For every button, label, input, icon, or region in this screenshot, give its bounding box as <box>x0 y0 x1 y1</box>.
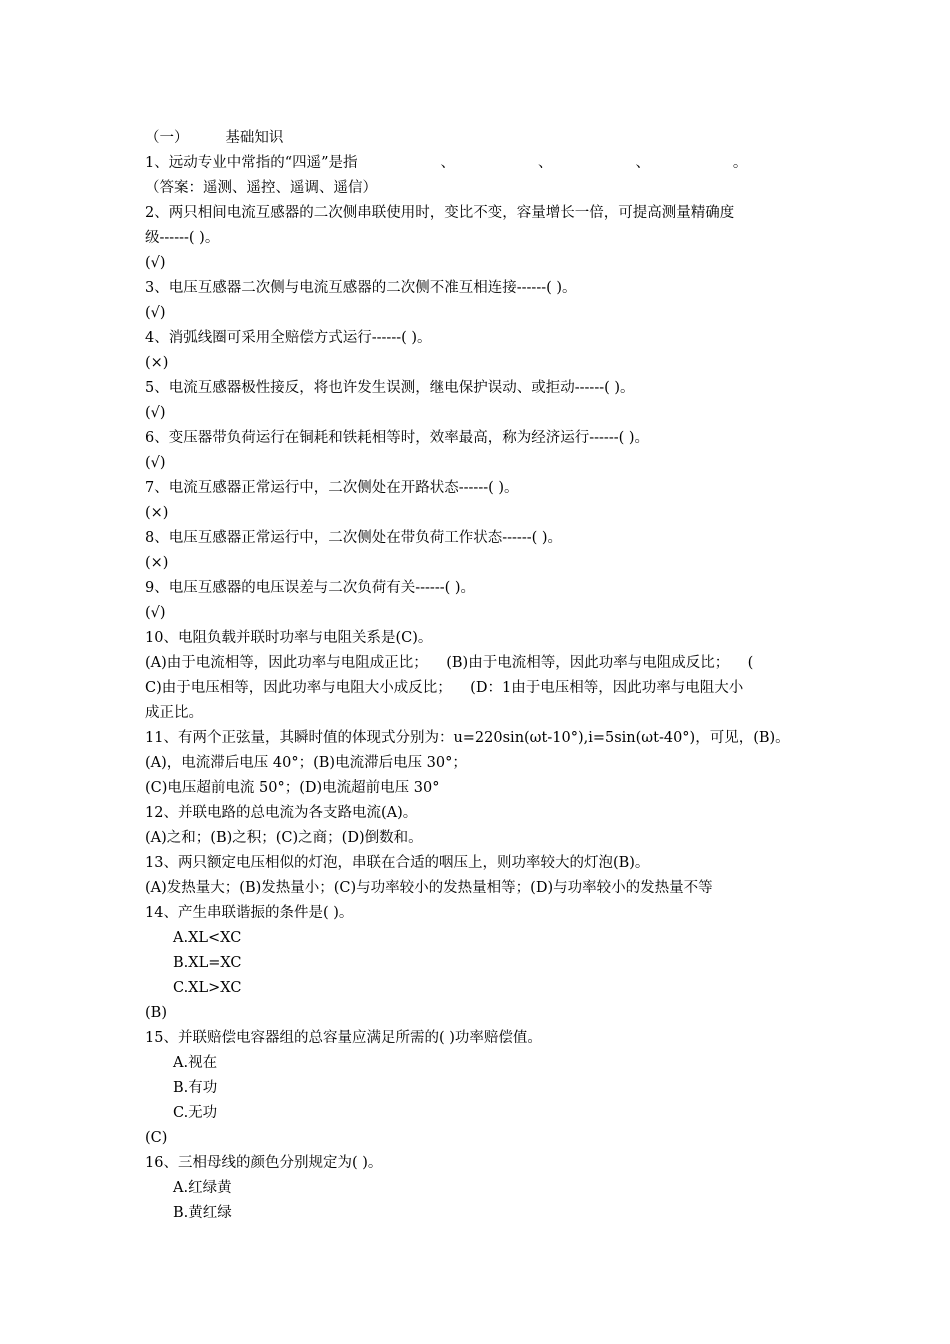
text-line: (A)，电流滞后电压 40°；(B)电流滞后电压 30°； <box>145 755 467 771</box>
text-line: (√) <box>145 605 166 621</box>
option-line: A.视在 <box>173 1055 218 1071</box>
text-line: 7、电流互感器正常运行中，二次侧处在开路状态------( )。 <box>145 480 519 496</box>
option-line: A.XL<XC <box>173 930 242 946</box>
text-line: (A)发热量大；(B)发热量小；(C)与功率较小的发热量相等；(D)与功率较小的发热量不等 <box>145 880 713 896</box>
text-line: （答案：遥测、遥控、遥调、遥信） <box>145 180 377 196</box>
text-line: 1、远动专业中常指的“四遥”是指 、 、 、 。 <box>145 155 748 171</box>
text-line: (×) <box>145 555 169 571</box>
option-line: C.XL>XC <box>173 980 242 996</box>
text-line: (√) <box>145 405 166 421</box>
text-line: (√) <box>145 255 166 271</box>
text-line: (C) <box>145 1130 168 1146</box>
option-line: C.无功 <box>173 1105 218 1121</box>
text-line: 15、并联赔偿电容器组的总容量应满足所需的( )功率赔偿值。 <box>145 1030 542 1046</box>
text-line: 9、电压互感器的电压误差与二次负荷有关------( )。 <box>145 580 476 596</box>
text-line: （一） 基础知识 <box>145 130 284 146</box>
option-line: B.黄红绿 <box>173 1205 232 1221</box>
text-line: 成正比。 <box>145 705 203 721</box>
option-line: B.XL=XC <box>173 955 242 971</box>
text-line: (C)电压超前电流 50°；(D)电流超前电压 30° <box>145 780 440 796</box>
option-line: A.红绿黄 <box>173 1180 232 1196</box>
text-line: (A)之和；(B)之积；(C)之商；(D)倒数和。 <box>145 830 423 846</box>
text-line: (A)由于电流相等，因此功率与电阻成正比； (B)由于电流相等，因此功率与电阻成反比； ( <box>145 655 754 671</box>
text-line: 6、变压器带负荷运行在铜耗和铁耗相等时，效率最高，称为经济运行------( )。 <box>145 430 650 446</box>
text-line: 14、产生串联谐振的条件是( )。 <box>145 905 354 921</box>
text-line: 4、消弧线圈可采用全赔偿方式运行------( )。 <box>145 330 432 346</box>
text-line: 5、电流互感器极性接反，将也许发生误测，继电保护误动、或拒动------( )。 <box>145 380 635 396</box>
text-line: (×) <box>145 355 169 371</box>
option-line: B.有功 <box>173 1080 218 1096</box>
text-line: 12、并联电路的总电流为各支路电流(A)。 <box>145 805 418 821</box>
text-line: (×) <box>145 505 169 521</box>
text-line: (√) <box>145 305 166 321</box>
text-line: 13、两只额定电压相似的灯泡，串联在合适的咽压上，则功率较大的灯泡(B)。 <box>145 855 650 871</box>
document-page <box>145 126 810 1226</box>
text-line: 16、三相母线的颜色分别规定为( )。 <box>145 1155 383 1171</box>
text-line: 11、有两个正弦量，其瞬时值的体现式分别为：u=220sin(ωt-10°),i=5sin(ωt-40°)，可见，(B)。 <box>145 730 790 746</box>
text-line: (√) <box>145 455 166 471</box>
text-line: 2、两只相间电流互感器的二次侧串联使用时，变比不变，容量增长一倍，可提高测量精确度 <box>145 205 735 221</box>
text-line: 3、电压互感器二次侧与电流互感器的二次侧不准互相连接------( )。 <box>145 280 577 296</box>
text-line: 级------( )。 <box>145 230 220 246</box>
text-line: 10、电阻负载并联时功率与电阻关系是(C)。 <box>145 630 433 646</box>
text-line: C)由于电压相等，因此功率与电阻大小成反比； (D：1由于电压相等，因此功率与电阻大小 <box>145 680 744 696</box>
text-line: (B) <box>145 1005 167 1021</box>
text-line: 8、电压互感器正常运行中，二次侧处在带负荷工作状态------( )。 <box>145 530 563 546</box>
